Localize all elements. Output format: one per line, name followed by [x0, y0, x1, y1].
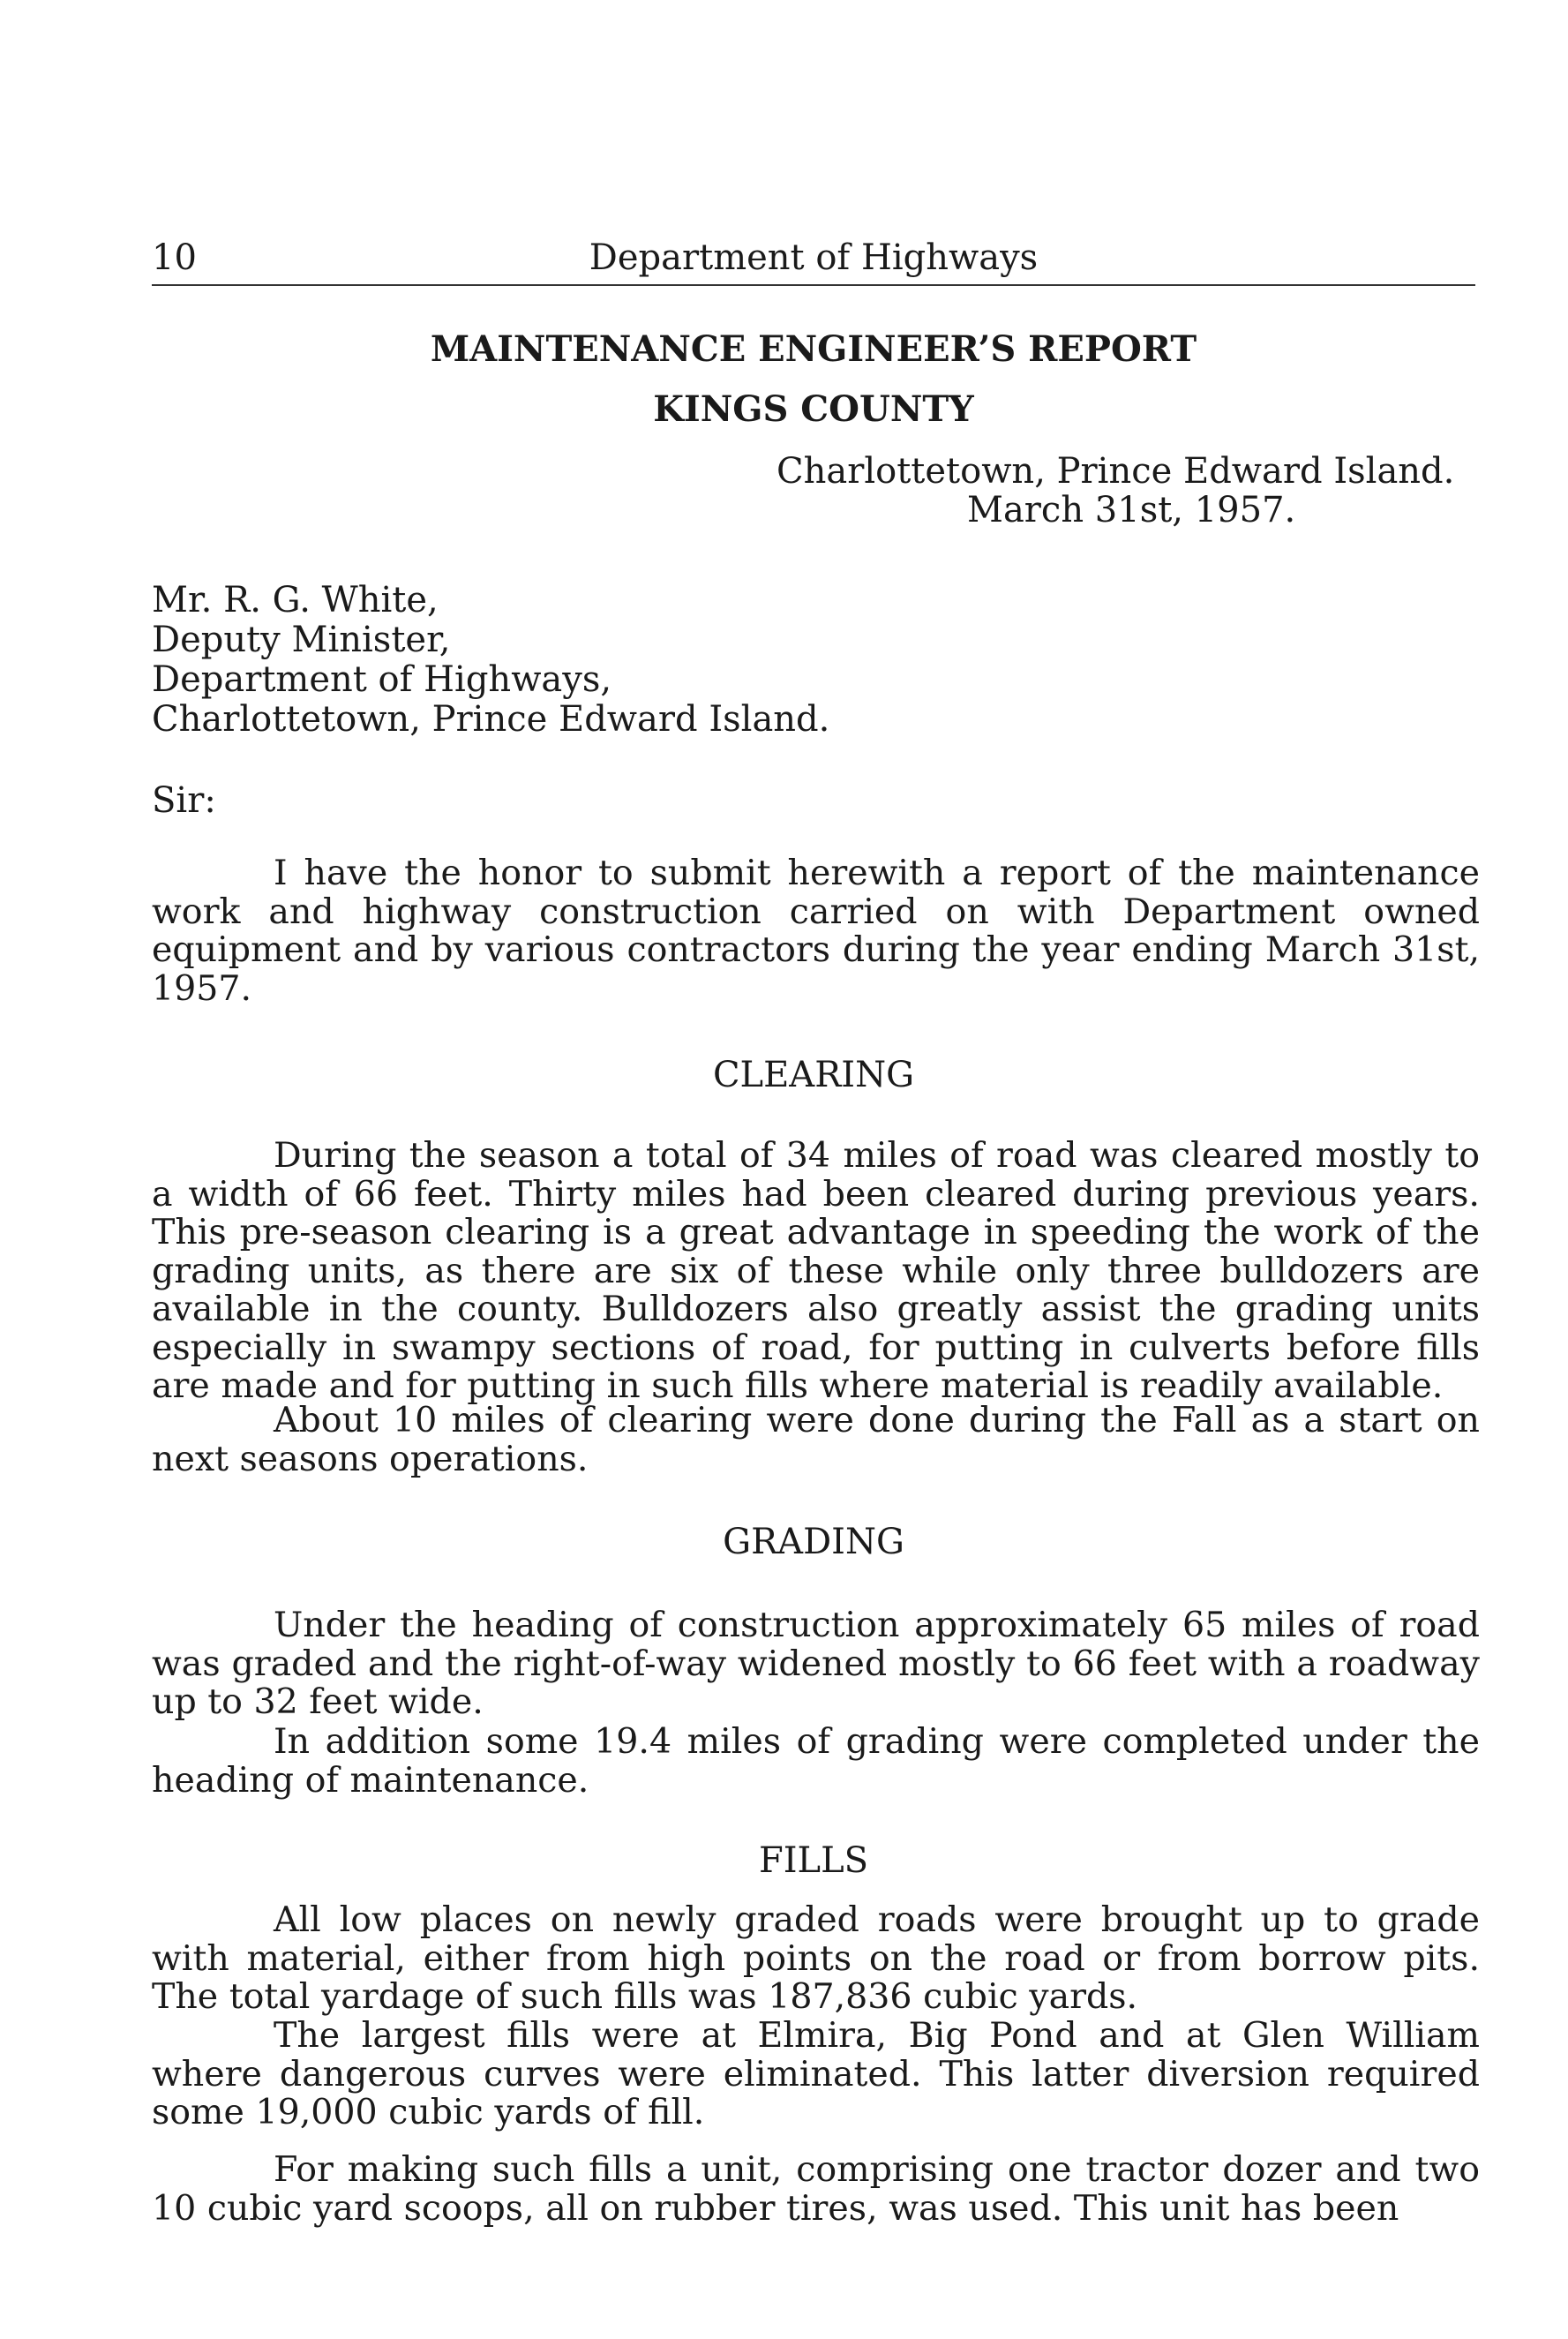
- report-title: MAINTENANCE ENGINEER’S REPORT: [430, 328, 1197, 370]
- salutation: Sir:: [152, 780, 216, 821]
- fills-paragraph-2: The largest fills were at Elmira, Big Pond and at Glen William where dangerous curves were eliminated. This latter diversion required some 19,000 cubic yards of fill.: [152, 2015, 1480, 2132]
- fills-paragraph-3: For making such fills a unit, comprising one tractor dozer and two 10 cubic yard scoops, all on rubber tires, was used. This unit has been: [152, 2149, 1480, 2229]
- dateline: [776, 452, 1482, 530]
- report-subtitle: KINGS COUNTY: [653, 388, 974, 430]
- address-line: Mr. R. G. White,: [152, 580, 439, 620]
- clearing-paragraph-1: During the season a total of 34 miles of road was cleared mostly to a width of 66 feet. Thirty miles had been cleared during previous years. This pre-season clearing is a great advantage in speeding the work of the grading units, as there are six of these while only three bulldozers are available in the county. Bulldozers also greatly assist the grading units especially in swampy sections of road, for putting in culverts before fills are made and for putting in such fills where material is readily available.: [152, 1135, 1480, 1406]
- clearing-paragraph-2: About 10 miles of clearing were done during the Fall as a start on next seasons operations.: [152, 1400, 1480, 1479]
- header-rule: [152, 284, 1475, 286]
- recipient-address: [152, 581, 946, 740]
- intro-paragraph: I have the honor to submit herewith a report of the maintenance work and highway construction carried on with Department owned equipment and by various contractors during the year ending March 31st, 1957.: [152, 853, 1480, 1009]
- section-heading-grading: GRADING: [723, 1522, 904, 1562]
- grading-paragraph-2: In addition some 19.4 miles of grading were completed under the heading of maintenance.: [152, 1721, 1480, 1801]
- grading-paragraph-1: Under the heading of construction approximately 65 miles of road was graded and the right-of-way widened mostly to 66 feet with a roadway up to 32 feet wide.: [152, 1605, 1480, 1722]
- dateline-place: Charlottetown, Prince Edward Island.: [776, 451, 1455, 492]
- dateline-date: March 31st, 1957.: [967, 490, 1296, 530]
- page-number: 10: [152, 237, 197, 278]
- fills-paragraph-1: All low places on newly graded roads were brought up to grade with material, either from high points on the road or from borrow pits. The total yardage of such fills was 187,836 cubic yards.: [152, 1899, 1480, 2017]
- address-line: Charlottetown, Prince Edward Island.: [152, 699, 830, 740]
- address-line: Department of Highways,: [152, 659, 612, 700]
- address-line: Deputy Minister,: [152, 620, 451, 660]
- running-title: Department of Highways: [589, 237, 1039, 278]
- section-heading-fills: FILLS: [758, 1840, 869, 1881]
- section-heading-clearing: CLEARING: [712, 1055, 915, 1095]
